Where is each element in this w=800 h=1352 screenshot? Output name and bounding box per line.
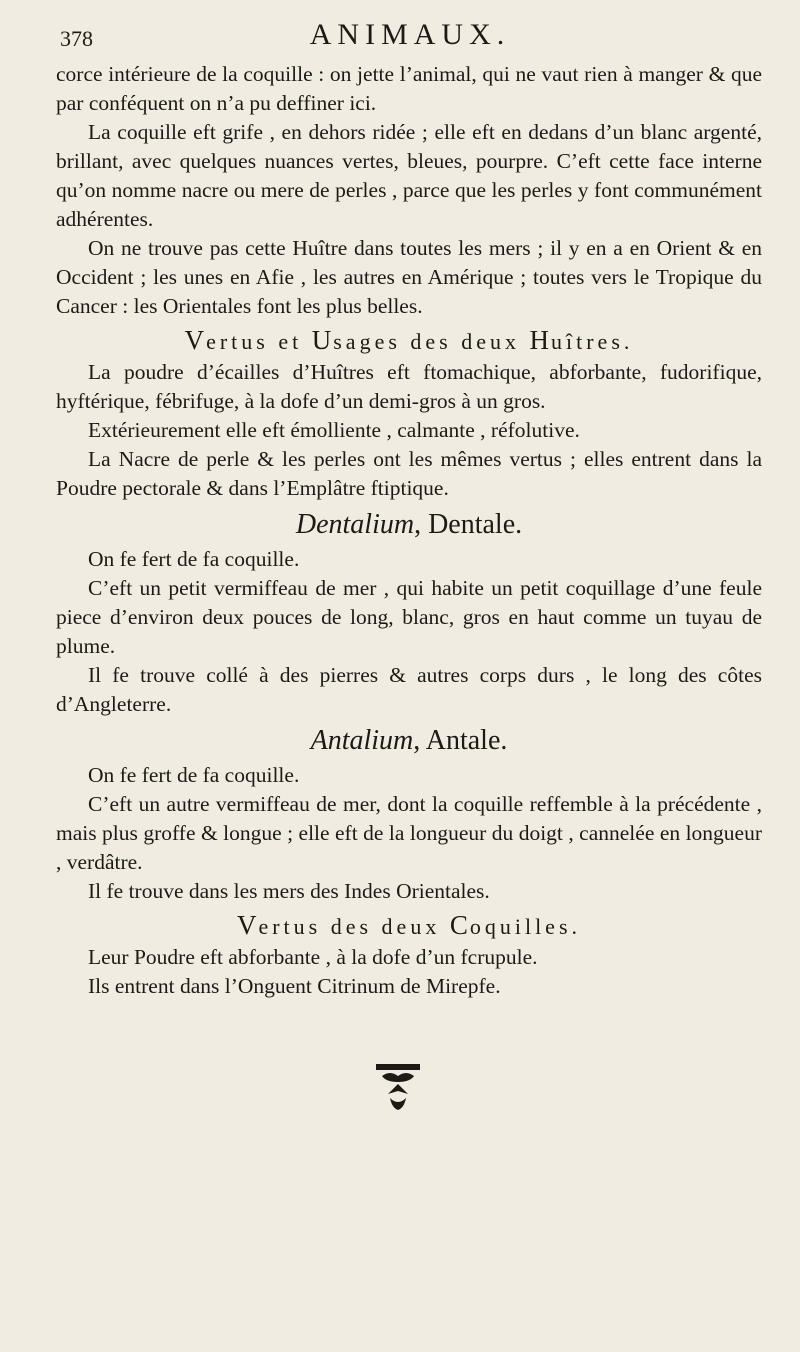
- section-heading-vertus-huitres: Vertus et Usages des deux Huîtres.: [184, 325, 634, 355]
- paragraph: Ils entrent dans l’Onguent Citrinum de Mirepfe.: [88, 974, 501, 998]
- paragraph: C’eft un autre vermiffeau de mer, dont la coquille reffemble à la précédente , mais plus groffe & longue ; elle eft de la longueur du doigt , cannelée en longueur , verdâtre.: [56, 792, 762, 874]
- fleuron-ornament-icon: [368, 1060, 428, 1120]
- section-heading-vertus-coquilles: Vertus des deux Coquilles.: [236, 910, 582, 940]
- paragraph: On fe fert de fa coquille.: [88, 547, 300, 571]
- paragraph: Il fe trouve dans les mers des Indes Orientales.: [88, 879, 490, 903]
- paragraph: La Nacre de perle & les perles ont les mêmes vertus ; elles entrent dans la Poudre pectorale & dans l’Emplâtre ftiptique.: [56, 447, 762, 500]
- paragraph: Leur Poudre eft abforbante , à la dofe d’un fcrupule.: [88, 945, 538, 969]
- page-number: 378: [60, 26, 93, 51]
- running-title: ANIMAUX.: [309, 18, 511, 51]
- heading-dentalium: Dentalium, Dentale.: [295, 509, 523, 540]
- heading-antalium: Antalium, Antale.: [310, 725, 508, 756]
- paragraph: Il fe trouve collé à des pierres & autres corps durs , le long des côtes d’Angleterre.: [56, 663, 762, 716]
- paragraph: corce intérieure de la coquille : on jette l’animal, qui ne vaut rien à manger & que par conféquent on n’a pu deffiner ici.: [56, 62, 762, 115]
- page-header: [60, 18, 760, 58]
- paragraph: Extérieurement elle eft émolliente , calmante , réfolutive.: [88, 418, 580, 442]
- paragraph: C’eft un petit vermiffeau de mer , qui habite un petit coquillage d’une feule piece d’environ deux pouces de long, blanc, gros en haut comme un tuyau de plume.: [56, 576, 762, 658]
- paragraph: On fe fert de fa coquille.: [88, 763, 300, 787]
- paragraph: La coquille eft grife , en dehors ridée ; elle eft en dedans d’un blanc argenté, brillant, avec quelques nuances vertes, bleues, pourpre. C’eft cette face interne qu’on nomme nacre ou mere de perles , parce que les perles y font communément adhérentes.: [56, 120, 762, 231]
- paragraph: La poudre d’écailles d’Huîtres eft ftomachique, abforbante, fudorifique, hyftérique, fébrifuge, à la dofe d’un demi-gros à un gros.: [56, 360, 762, 413]
- paragraph: On ne trouve pas cette Huître dans toutes les mers ; il y en a en Orient & en Occident ; les unes en Afie , les autres en Amérique ; toutes vers le Tropique du Cancer : les Orientales font les plus belles.: [56, 236, 762, 318]
- page-body: [56, 60, 762, 1001]
